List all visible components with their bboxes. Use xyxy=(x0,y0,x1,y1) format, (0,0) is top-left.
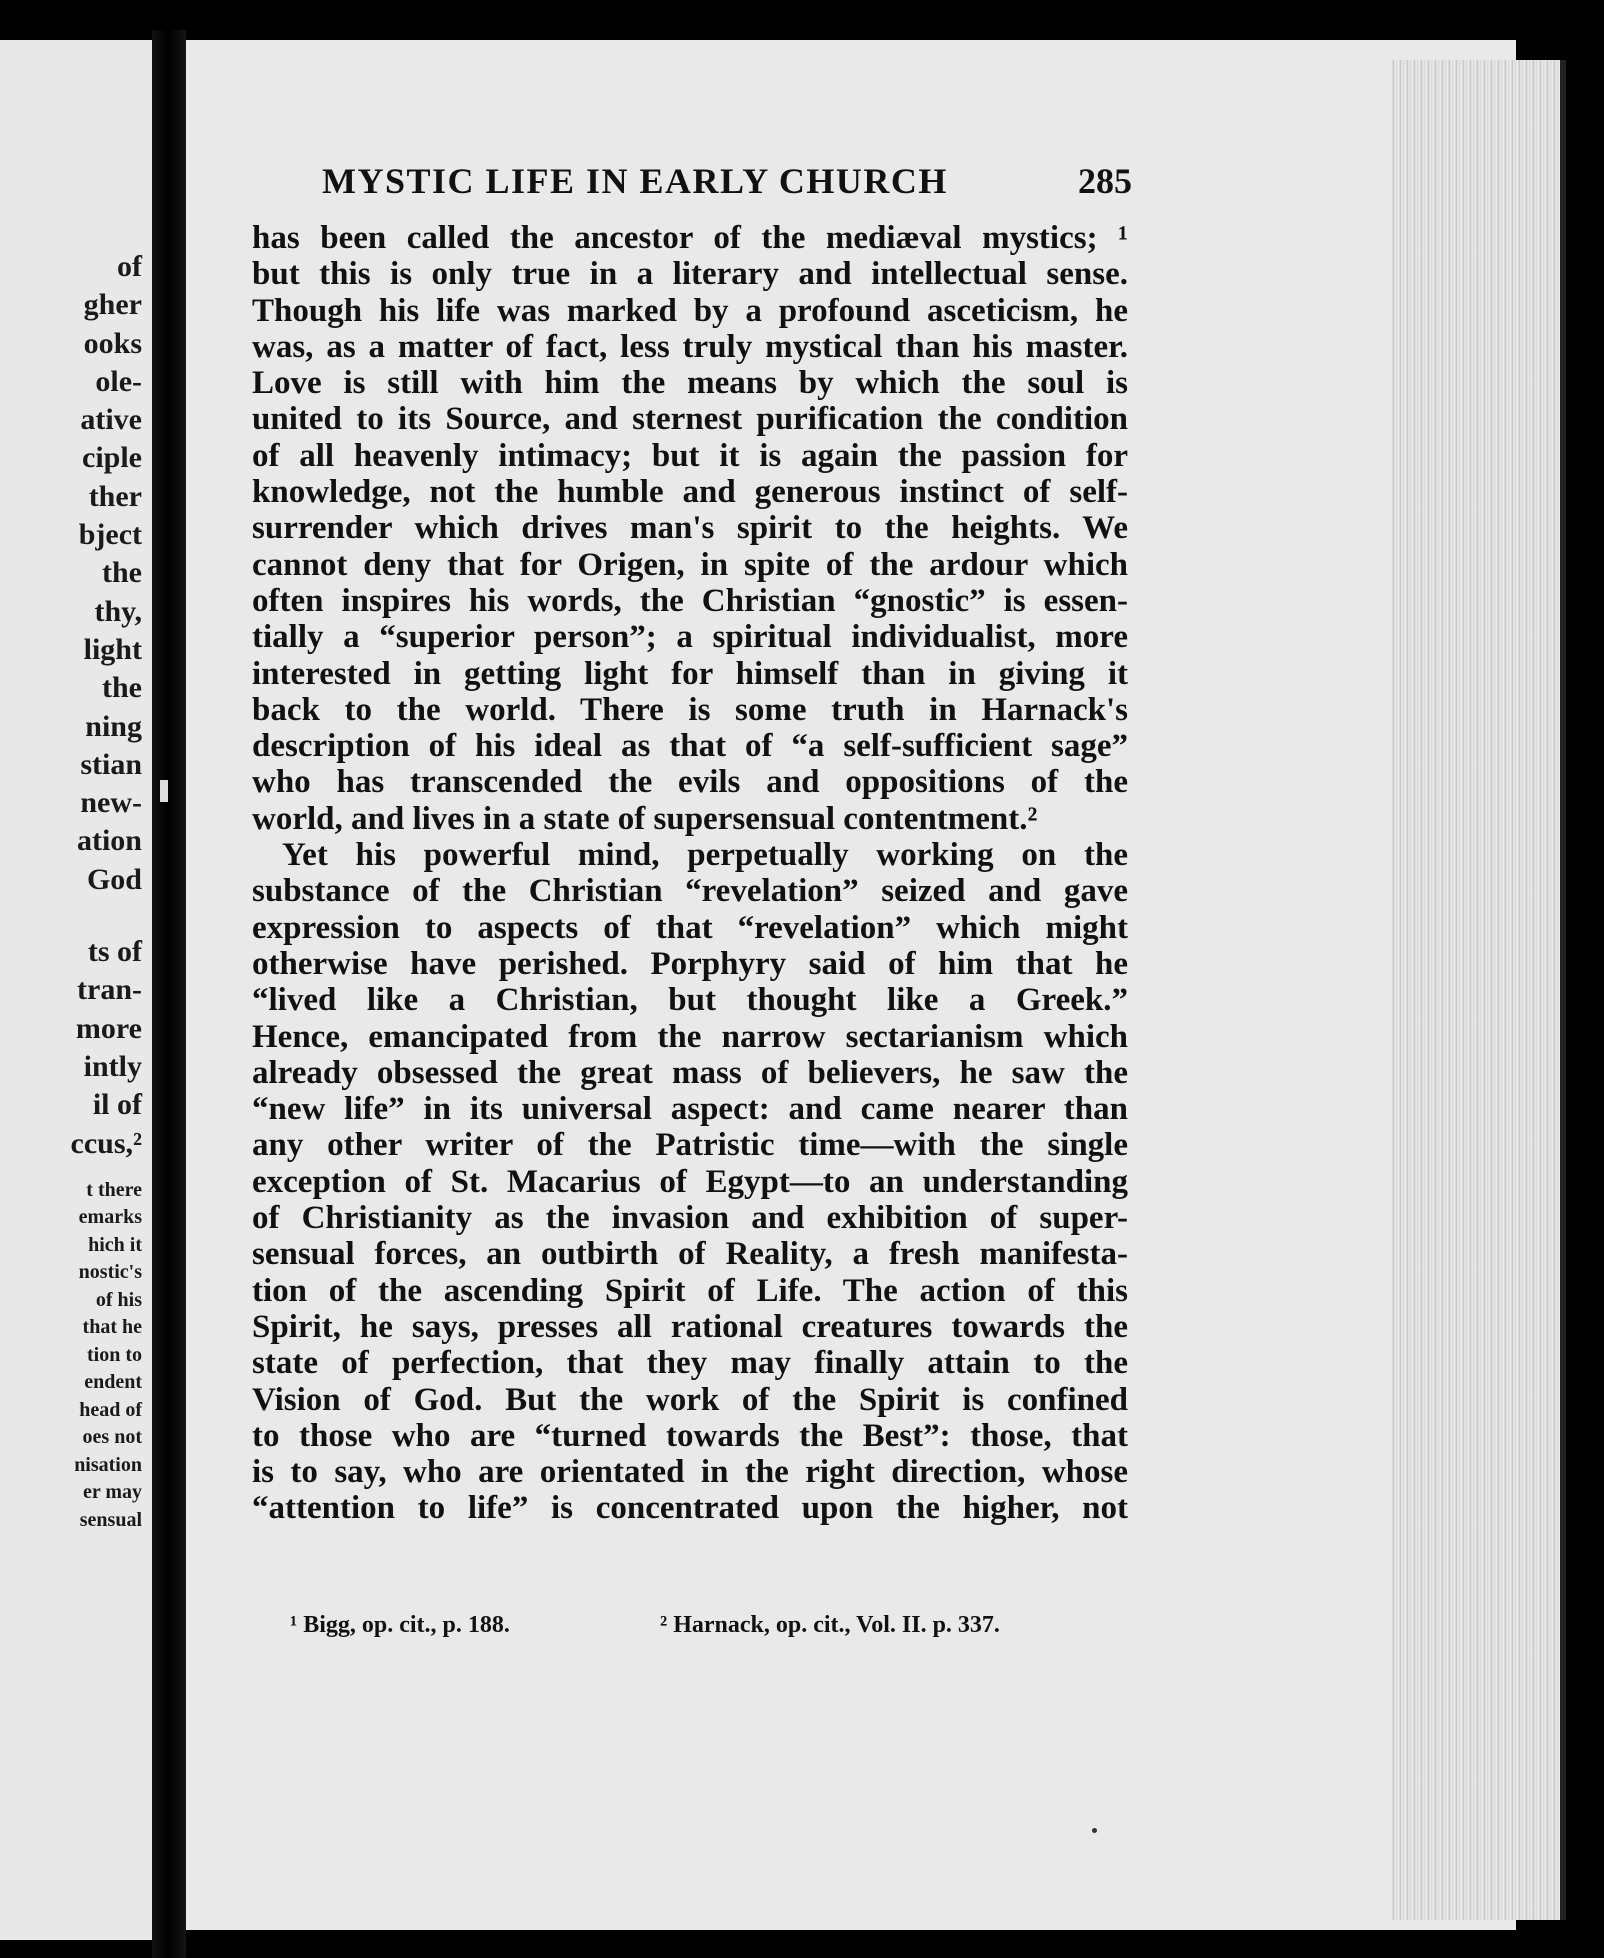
left-footnote-fragment: sensual xyxy=(79,1508,142,1531)
page-edges xyxy=(1390,60,1566,1920)
page-header xyxy=(322,160,1132,210)
text-line: to those who are “turned towards the Best”: those, that xyxy=(252,1417,1128,1454)
text-line: surrender which drives man's spirit to the heights. We xyxy=(252,510,1128,547)
page-number: 285 xyxy=(1078,161,1132,201)
text-line: expression to aspects of that “revelation” which might xyxy=(252,909,1128,946)
left-fragment: ative xyxy=(80,403,142,437)
text-line: Yet his powerful mind, perpetually working on the xyxy=(282,837,1128,874)
left-fragment: new- xyxy=(80,786,142,820)
text-line: is to say, who are orientated in the right direction, whose xyxy=(252,1454,1128,1491)
left-footnote-fragment: emarks xyxy=(78,1206,142,1229)
left-fragment: ther xyxy=(88,479,142,513)
text-line: tially a “superior person”; a spiritual individualist, more xyxy=(252,619,1128,656)
left-fragment: bject xyxy=(78,518,142,552)
text-line: world, and lives in a state of supersensual contentment.² xyxy=(252,800,1038,837)
left-page xyxy=(0,40,152,1940)
footnotes xyxy=(290,1612,1110,1652)
text-line: any other writer of the Patristic time—with the single xyxy=(252,1127,1128,1164)
left-fragment: thy, xyxy=(94,594,142,628)
left-fragment: God xyxy=(86,862,142,896)
body-text xyxy=(252,220,1128,1527)
text-line: has been called the ancestor of the mediæval mystics; ¹ xyxy=(252,220,1128,256)
left-footnote-fragment: of his xyxy=(95,1288,142,1311)
left-fragment: more xyxy=(75,1011,142,1045)
left-fragment: the xyxy=(102,556,142,590)
text-line: tion of the ascending Spirit of Life. The action of this xyxy=(252,1272,1128,1309)
text-line: back to the world. There is some truth in Harnack's xyxy=(252,691,1128,728)
left-fragment: ooks xyxy=(83,326,142,360)
left-fragment: ts of xyxy=(87,935,142,969)
left-fragment: intly xyxy=(83,1049,142,1083)
footnote-1: ¹ Bigg, op. cit., p. 188. xyxy=(290,1612,510,1638)
text-line: already obsessed the great mass of believers, he saw the xyxy=(252,1054,1128,1091)
left-page-text-fragments xyxy=(71,248,142,1534)
left-footnote-fragment: oes not xyxy=(82,1426,142,1449)
text-line: “attention to life” is concentrated upon the higher, not xyxy=(252,1490,1128,1527)
text-line: description of his ideal as that of “a self-sufficient sage” xyxy=(252,728,1128,765)
text-line: exception of St. Macarius of Egypt—to an understanding xyxy=(252,1163,1128,1200)
left-fragment: ciple xyxy=(82,441,142,475)
left-footnote-fragment: head of xyxy=(79,1398,142,1421)
left-fragment: of xyxy=(117,250,142,283)
text-line: “new life” in its universal aspect: and came nearer than xyxy=(252,1091,1128,1128)
left-footnote-fragment: endent xyxy=(84,1371,142,1394)
left-footnote-fragment: that he xyxy=(82,1316,142,1339)
left-fragment: ole- xyxy=(95,364,142,398)
left-fragment: ation xyxy=(76,824,142,858)
text-line: but this is only true in a literary and intellectual sense. xyxy=(252,256,1128,293)
text-line: Vision of God. But the work of the Spirit is confined xyxy=(252,1381,1128,1418)
left-footnote-fragment: tion to xyxy=(87,1343,142,1366)
text-line: united to its Source, and sternest purification the condition xyxy=(252,401,1128,438)
left-fragment: tran- xyxy=(77,973,142,1007)
text-line: Love is still with him the means by which the soul is xyxy=(252,365,1128,402)
left-fragment: il of xyxy=(92,1088,142,1122)
left-footnote-fragment: nisation xyxy=(74,1453,142,1476)
text-line: “lived like a Christian, but thought like a Greek.” xyxy=(252,982,1128,1019)
left-fragment: gher xyxy=(83,288,142,322)
left-footnote-fragment: er may xyxy=(82,1481,142,1504)
book-gutter xyxy=(152,30,186,1958)
text-line: sensual forces, an outbirth of Reality, a fresh manifesta- xyxy=(252,1236,1128,1273)
left-fragment: the xyxy=(102,671,142,705)
text-line: otherwise have perished. Porphyry said of him that he xyxy=(252,945,1128,982)
text-line: cannot deny that for Origen, in spite of the ardour which xyxy=(252,546,1128,583)
left-fragment: stian xyxy=(80,747,142,781)
text-line: Though his life was marked by a profound asceticism, he xyxy=(252,292,1128,329)
left-fragment: ning xyxy=(85,709,142,743)
left-fragment: light xyxy=(83,632,142,666)
left-footnote-fragment: nostic's xyxy=(78,1261,142,1284)
text-line: interested in getting light for himself than in giving it xyxy=(252,655,1128,692)
text-line: state of perfection, that they may finally attain to the xyxy=(252,1345,1128,1382)
text-line: substance of the Christian “revelation” seized and gave xyxy=(252,873,1128,910)
text-line: of Christianity as the invasion and exhibition of super- xyxy=(252,1200,1128,1237)
page-speck xyxy=(1092,1828,1097,1833)
footnote-2: ² Harnack, op. cit., Vol. II. p. 337. xyxy=(660,1612,1000,1638)
text-line: of all heavenly intimacy; but it is again the passion for xyxy=(252,437,1128,474)
left-footnote-fragment: t there xyxy=(86,1178,142,1201)
text-line: often inspires his words, the Christian “gnostic” is essen- xyxy=(252,582,1128,619)
text-line: knowledge, not the humble and generous instinct of self- xyxy=(252,474,1128,511)
left-fragment: ccus,² xyxy=(70,1126,142,1160)
text-line: Hence, emancipated from the narrow sectarianism which xyxy=(252,1018,1128,1055)
running-head: MYSTIC LIFE IN EARLY CHURCH xyxy=(322,161,948,201)
text-line: was, as a matter of fact, less truly mystical than his master. xyxy=(252,328,1128,365)
left-footnote-fragment: hich it xyxy=(88,1233,142,1256)
text-line: who has transcended the evils and oppositions of the xyxy=(252,764,1128,801)
page-tear-mark xyxy=(160,780,168,802)
text-line: Spirit, he says, presses all rational creatures towards the xyxy=(252,1308,1128,1345)
